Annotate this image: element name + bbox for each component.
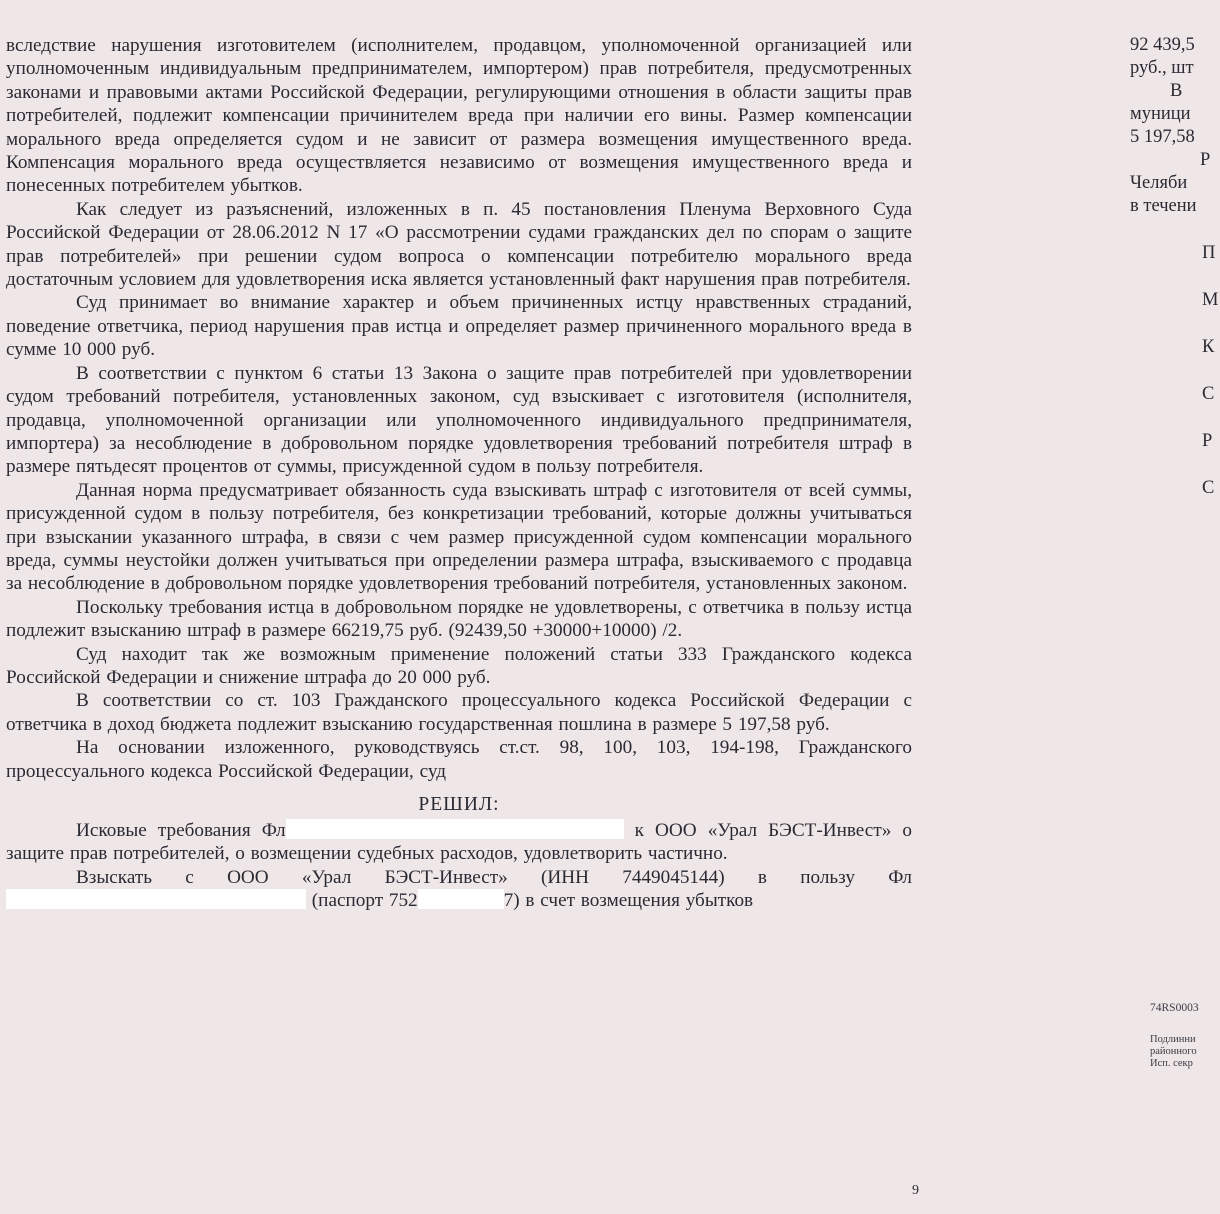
right-letter: К xyxy=(1202,337,1215,357)
paragraph-5: Данная норма предусматривает обязанность суда взыскивать штраф с изготовителя от всей суммы, присужденной судом в пользу потребителя, без конкретизации требований, которые должны учитываться при взыскании указанного штрафа, в связи с чем размер присужденной судом компенсации морального вреда, суммы неустойки должен учитываться при определении размера штрафа, взыскиваемого с продавца за несоблюдение в добровольном порядке удовлетворения требований потребителя, установленных законом. xyxy=(6,479,912,595)
certification-note-line: Подлинни xyxy=(1150,1034,1196,1045)
paragraph-7: Суд находит так же возможным применение положений статьи 333 Гражданского кодекса Российской Федерации и снижение штрафа до 20 000 руб. xyxy=(6,643,912,688)
paragraph-9: На основании изложенного, руководствуясь ст.ст. 98, 100, 103, 194-198, Гражданского процессуального кодекса Российской Федерации, суд xyxy=(6,737,912,782)
paragraph-4: В соответствии с пунктом 6 статьи 13 Закона о защите прав потребителей при удовлетворении судом требований потребителя, установленных законом, суд взыскивает с изготовителя (исполнителя, продавца, уполномоченной организации или уполномоченного индивидуального предпринимателя, импортера) за несоблюдение в добровольном порядке удовлетворения требований потребителя штраф в размере пятьдесят процентов от суммы, присужденной судом в пользу потребителя. xyxy=(6,362,912,478)
right-line: муници xyxy=(1130,104,1191,124)
main-text-column xyxy=(6,34,912,913)
paragraph-2: Как следует из разъяснений, изложенных в п. 45 постановления Пленума Верховного Суда Российской Федерации от 28.06.2012 N 17 «О рассмотрении судами гражданских дел по спорам о защите прав потребителей» при решении судом вопроса о компенсации потребителю морального вреда достаточным условием для удовлетворения иска является установленный факт нарушения прав потребителя. xyxy=(6,198,912,291)
paragraph-11 xyxy=(6,866,912,913)
page-number: 9 xyxy=(912,1183,919,1198)
recover-rest-text: 7) в счет возмещения убытков xyxy=(503,890,754,912)
paragraph-8: В соответствии со ст. 103 Гражданского процессуального кодекса Российской Федерации с ответчика в доход бюджета подлежит взысканию государственная пошлина в размере 5 197,58 руб. xyxy=(6,690,912,735)
paragraph-6: Поскольку требования истца в добровольном порядке не удовлетворены, с ответчика в пользу истца подлежит взысканию штраф в размере 66219,75 руб. (92439,50 +30000+10000) /2. xyxy=(6,596,912,642)
passport-text: (паспорт 752 xyxy=(311,890,418,912)
redaction-block xyxy=(286,819,624,839)
document-code: 74RS0003 xyxy=(1150,1002,1199,1014)
right-line: Р xyxy=(1200,150,1211,170)
certification-note-line: районного xyxy=(1150,1046,1197,1057)
right-letter: П xyxy=(1202,243,1216,263)
paragraph-1: вследствие нарушения изготовителем (исполнителем, продавцом, уполномоченной организацией или уполномоченным индивидуальным предпринимателем, импортером) прав потребителя, предусмотренных законами и правовыми актами Российской Федерации, регулирующими отношения в области защиты прав потребителей, подлежит компенсации причинителем вреда при наличии его вины. Размер компенсации морального вреда определяется судом и не зависит от размера возмещения имущественного вреда. Компенсация морального вреда осуществляется независимо от возмещения имущественного вреда и понесенных потребителем убытков. xyxy=(6,35,912,197)
paragraph-10 xyxy=(6,819,912,866)
claim-rest-text: к ООО «Урал БЭСТ-Инвест» о защите прав потребителей, о возмещении судебных расходов, удовлетворить частично. xyxy=(6,820,912,865)
certification-note-line: Исп. секр xyxy=(1150,1058,1193,1069)
claim-intro-text: Исковые требования Фл xyxy=(76,820,286,841)
paragraph-3: Суд принимает во внимание характер и объем причиненных истцу нравственных страданий, поведение ответчика, период нарушения прав истца и определяет размер причиненного морального вреда в сумме 10 000 руб. xyxy=(6,292,912,361)
recover-intro-text: Взыскать с ООО «Урал БЭСТ-Инвест» (ИНН 7449045144) в пользу Фл xyxy=(76,866,912,888)
right-line: В xyxy=(1170,81,1183,101)
right-line: 92 439,5 xyxy=(1130,35,1195,55)
right-line: Челяби xyxy=(1130,173,1188,193)
right-line: руб., шт xyxy=(1130,58,1194,78)
right-column-fragment xyxy=(1130,34,1220,1070)
decision-heading: РЕШИЛ: xyxy=(418,794,500,815)
right-letter: Р xyxy=(1202,431,1213,451)
redaction-block xyxy=(418,889,504,909)
redaction-block xyxy=(6,889,306,909)
right-letter: С xyxy=(1202,478,1215,498)
right-line: в течени xyxy=(1130,196,1197,216)
right-letter: С xyxy=(1202,384,1215,404)
right-letter: М xyxy=(1202,290,1219,310)
right-line: 5 197,58 xyxy=(1130,127,1195,147)
